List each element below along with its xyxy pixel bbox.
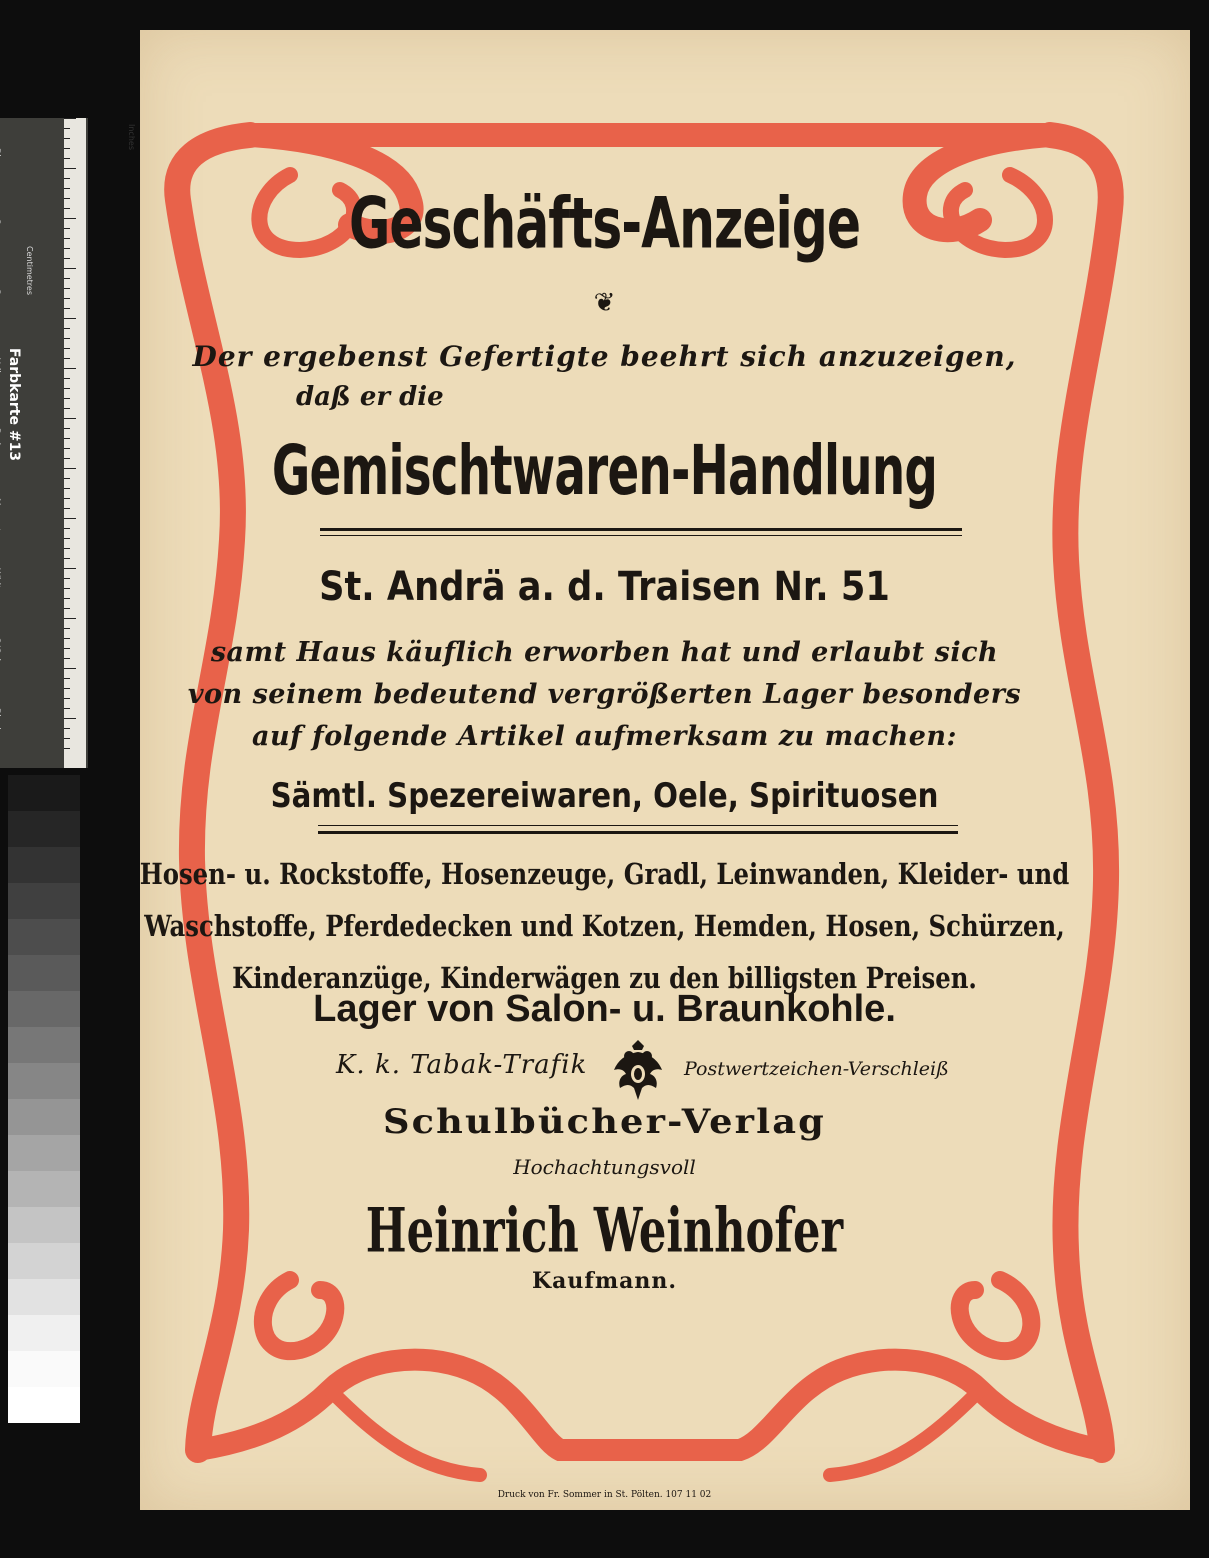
divider-rule-thin	[320, 535, 962, 536]
fabrics-text	[97, 848, 1113, 1004]
imperial-eagle-icon	[610, 1040, 666, 1102]
frame-bottom-sweep-right	[830, 1390, 980, 1475]
shop-name: Gemischtwaren-Handlung	[271, 430, 938, 512]
frame-bottom-sweep-left	[330, 1390, 480, 1475]
color-card-title: Farbkarte #13	[6, 348, 22, 462]
poster-title: Geschäfts-Anzeige	[348, 183, 860, 266]
coal-line: Lager von Salon- u. Braunkohle.	[313, 988, 896, 1030]
divider-rule	[318, 831, 958, 834]
divider-rule	[320, 528, 962, 531]
intro-line-1: Der ergebenst Gefertigte beehrt sich anzuzeigen,	[192, 340, 1017, 373]
ornament-icon: ❦	[593, 288, 616, 318]
centimetres-label: Centimetres	[25, 246, 34, 295]
fabrics-line: Kinderanzüge, Kinderwägen zu den billigsten Preisen.	[232, 961, 977, 995]
description-text	[0, 632, 1209, 758]
fabrics-line: Hosen- u. Rockstoffe, Hosenzeuge, Gradl, Leinwanden, Kleider- und	[139, 857, 1070, 891]
owner-title: Kaufmann.	[531, 1268, 678, 1294]
fabrics-line: Waschstoffe, Pferdedecken und Kotzen, Hemden, Hosen, Schürzen,	[144, 909, 1065, 943]
description-line: von seinem bedeutend vergrößerten Lager besonders	[187, 679, 1022, 710]
postage-sales-label: Postwertzeichen-Verschleiß	[684, 1058, 949, 1080]
goods-line: Sämtl. Spezereiwaren, Oele, Spirituosen	[270, 776, 939, 816]
description-line: samt Haus käuflich erworben hat und erlaubt sich	[210, 637, 999, 668]
closing-greeting: Hochachtungsvoll	[513, 1155, 696, 1179]
inches-label: Inches	[127, 124, 136, 150]
owner-name: Heinrich Weinhofer	[365, 1194, 844, 1266]
tabak-trafik-label: K. k. Tabak-Trafik	[336, 1050, 588, 1080]
printer-imprint: Druck von Fr. Sommer in St. Pölten. 107 11 02	[497, 1490, 712, 1500]
description-line: auf folgende Artikel aufmerksam zu machen:	[252, 721, 957, 752]
divider-rule-thin	[318, 825, 958, 826]
shop-address: St. Andrä a. d. Traisen Nr. 51	[319, 564, 890, 610]
publisher-line: Schulbücher-Verlag	[382, 1102, 827, 1142]
intro-line-2: daß er die	[296, 382, 444, 412]
